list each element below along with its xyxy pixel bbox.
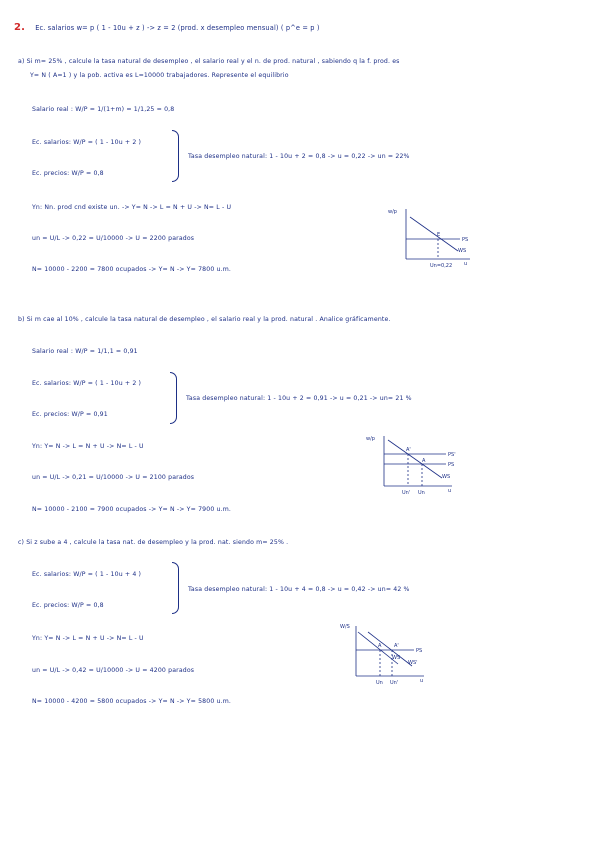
un-prime-label: Un' xyxy=(390,680,399,686)
ws-label: WS xyxy=(392,655,401,661)
part-b-price-equation: Ec. precios: W/P = 0,91 xyxy=(32,411,108,418)
part-a-employment: N= 10000 - 2200 = 7800 ocupados -> Y= N -> Y= 7800 u.m. xyxy=(32,266,232,273)
ws-label: WS xyxy=(458,248,467,254)
part-a-question-line-1: a) Si m= 25% , calcule la tasa natural de desempleo , el salario real y el n. de prod. natural , sabiendo q la f. prod. es xyxy=(18,58,400,65)
part-c-brace xyxy=(172,562,179,614)
part-a-natural-output: Yn: Nn. prod cnd existe un. -> Y= N -> L = N + U -> N= L - U xyxy=(32,204,232,211)
part-a-wage-equation: Ec. salarios: W/P = ( 1 - 10u + 2 ) xyxy=(32,139,142,146)
part-a-price-equation: Ec. precios: W/P = 0,8 xyxy=(32,170,104,177)
ws-prime-label: WS' xyxy=(408,660,418,666)
part-b-employment: N= 10000 - 2100 = 7900 ocupados -> Y= N -> Y= 7900 u.m. xyxy=(32,506,232,513)
problem-number: 2. xyxy=(14,22,26,33)
un-prime-label: Un' xyxy=(402,490,411,496)
part-c-ws-ps-graph xyxy=(342,622,452,688)
part-b-question: b) Si m cae al 10% , calcule la tasa natural de desempleo , el salario real y la prod. natural . Analice gráficamente. xyxy=(18,316,391,323)
problem-heading xyxy=(14,22,320,33)
problem-statement: Ec. salarios w= p ( 1 - 10u + z ) -> z = 2 (prod. x desempleo mensual) ( p^e = p ) xyxy=(35,24,320,32)
part-c-employment: N= 10000 - 4200 = 5800 ocupados -> Y= N -> Y= 5800 u.m. xyxy=(32,698,232,705)
point-a-label: A xyxy=(422,458,426,464)
point-a-label: A xyxy=(378,643,382,649)
part-b-natural-output: Yn: Y= N -> L = N + U -> N= L - U xyxy=(32,443,144,450)
part-c-unemployment-calc: un = U/L -> 0,42 = U/10000 -> U = 4200 parados xyxy=(32,667,195,674)
ws-prime-curve xyxy=(368,632,412,666)
x-axis-label: u xyxy=(448,488,452,494)
point-a-prime-label: A' xyxy=(394,643,399,649)
part-c-natural-output: Yn: Y= N -> L = N + U -> N= L - U xyxy=(32,635,144,642)
ps-label: PS xyxy=(448,462,455,468)
y-axis-label: w/p xyxy=(388,209,397,215)
ws-label: WS xyxy=(442,474,451,480)
x-axis-label: u xyxy=(420,678,424,684)
ws-curve xyxy=(410,217,458,251)
part-a-unemployment-calc: un = U/L -> 0,22 = U/10000 -> U = 2200 parados xyxy=(32,235,195,242)
part-a-question-line-2: Y= N ( A=1 ) y la pob. activa es L=10000 trabajadores. Represente el equilibrio xyxy=(30,72,289,79)
ps-prime-label: PS' xyxy=(448,452,456,458)
y-axis-label: W/S xyxy=(340,624,350,630)
part-b-wage-equation: Ec. salarios: W/P = ( 1 - 10u + 2 ) xyxy=(32,380,142,387)
part-a-real-wage: Salario real : W/P = 1/(1+m) = 1/1,25 = 0,8 xyxy=(32,106,175,113)
un-label: Un xyxy=(418,490,425,496)
equilibrium-label: E xyxy=(437,232,441,238)
ps-label: PS xyxy=(416,648,423,654)
ps-label: PS xyxy=(462,237,469,243)
un-label: Un=0,22 xyxy=(430,263,453,269)
part-a-natural-rate: Tasa desempleo natural: 1 - 10u + 2 = 0,8 -> u = 0,22 -> un = 22% xyxy=(188,153,410,160)
part-c-question: c) Si z sube a 4 , calcule la tasa nat. de desempleo y la prod. nat. siendo m= 25% . xyxy=(18,539,289,546)
part-b-brace xyxy=(170,372,177,424)
part-b-ws-ps-graph xyxy=(366,432,480,498)
y-axis-label: w/p xyxy=(366,436,375,442)
part-a-ws-ps-graph xyxy=(388,205,502,271)
part-b-real-wage: Salario real : W/P = 1/1,1 = 0,91 xyxy=(32,348,138,355)
part-b-unemployment-calc: un = U/L -> 0,21 = U/10000 -> U = 2100 parados xyxy=(32,474,195,481)
part-c-price-equation: Ec. precios: W/P = 0,8 xyxy=(32,602,104,609)
part-c-natural-rate: Tasa desempleo natural: 1 - 10u + 4 = 0,8 -> u = 0,42 -> un= 42 % xyxy=(188,586,410,593)
x-axis-label: u xyxy=(464,261,468,267)
un-label: Un xyxy=(376,680,383,686)
part-c-wage-equation: Ec. salarios: W/P = ( 1 - 10u + 4 ) xyxy=(32,571,142,578)
part-b-natural-rate: Tasa desempleo natural: 1 - 10u + 2 = 0,91 -> u = 0,21 -> un= 21 % xyxy=(186,395,412,402)
part-a-brace xyxy=(172,130,179,182)
point-a-prime-label: A' xyxy=(406,447,411,453)
ws-curve xyxy=(388,440,442,478)
